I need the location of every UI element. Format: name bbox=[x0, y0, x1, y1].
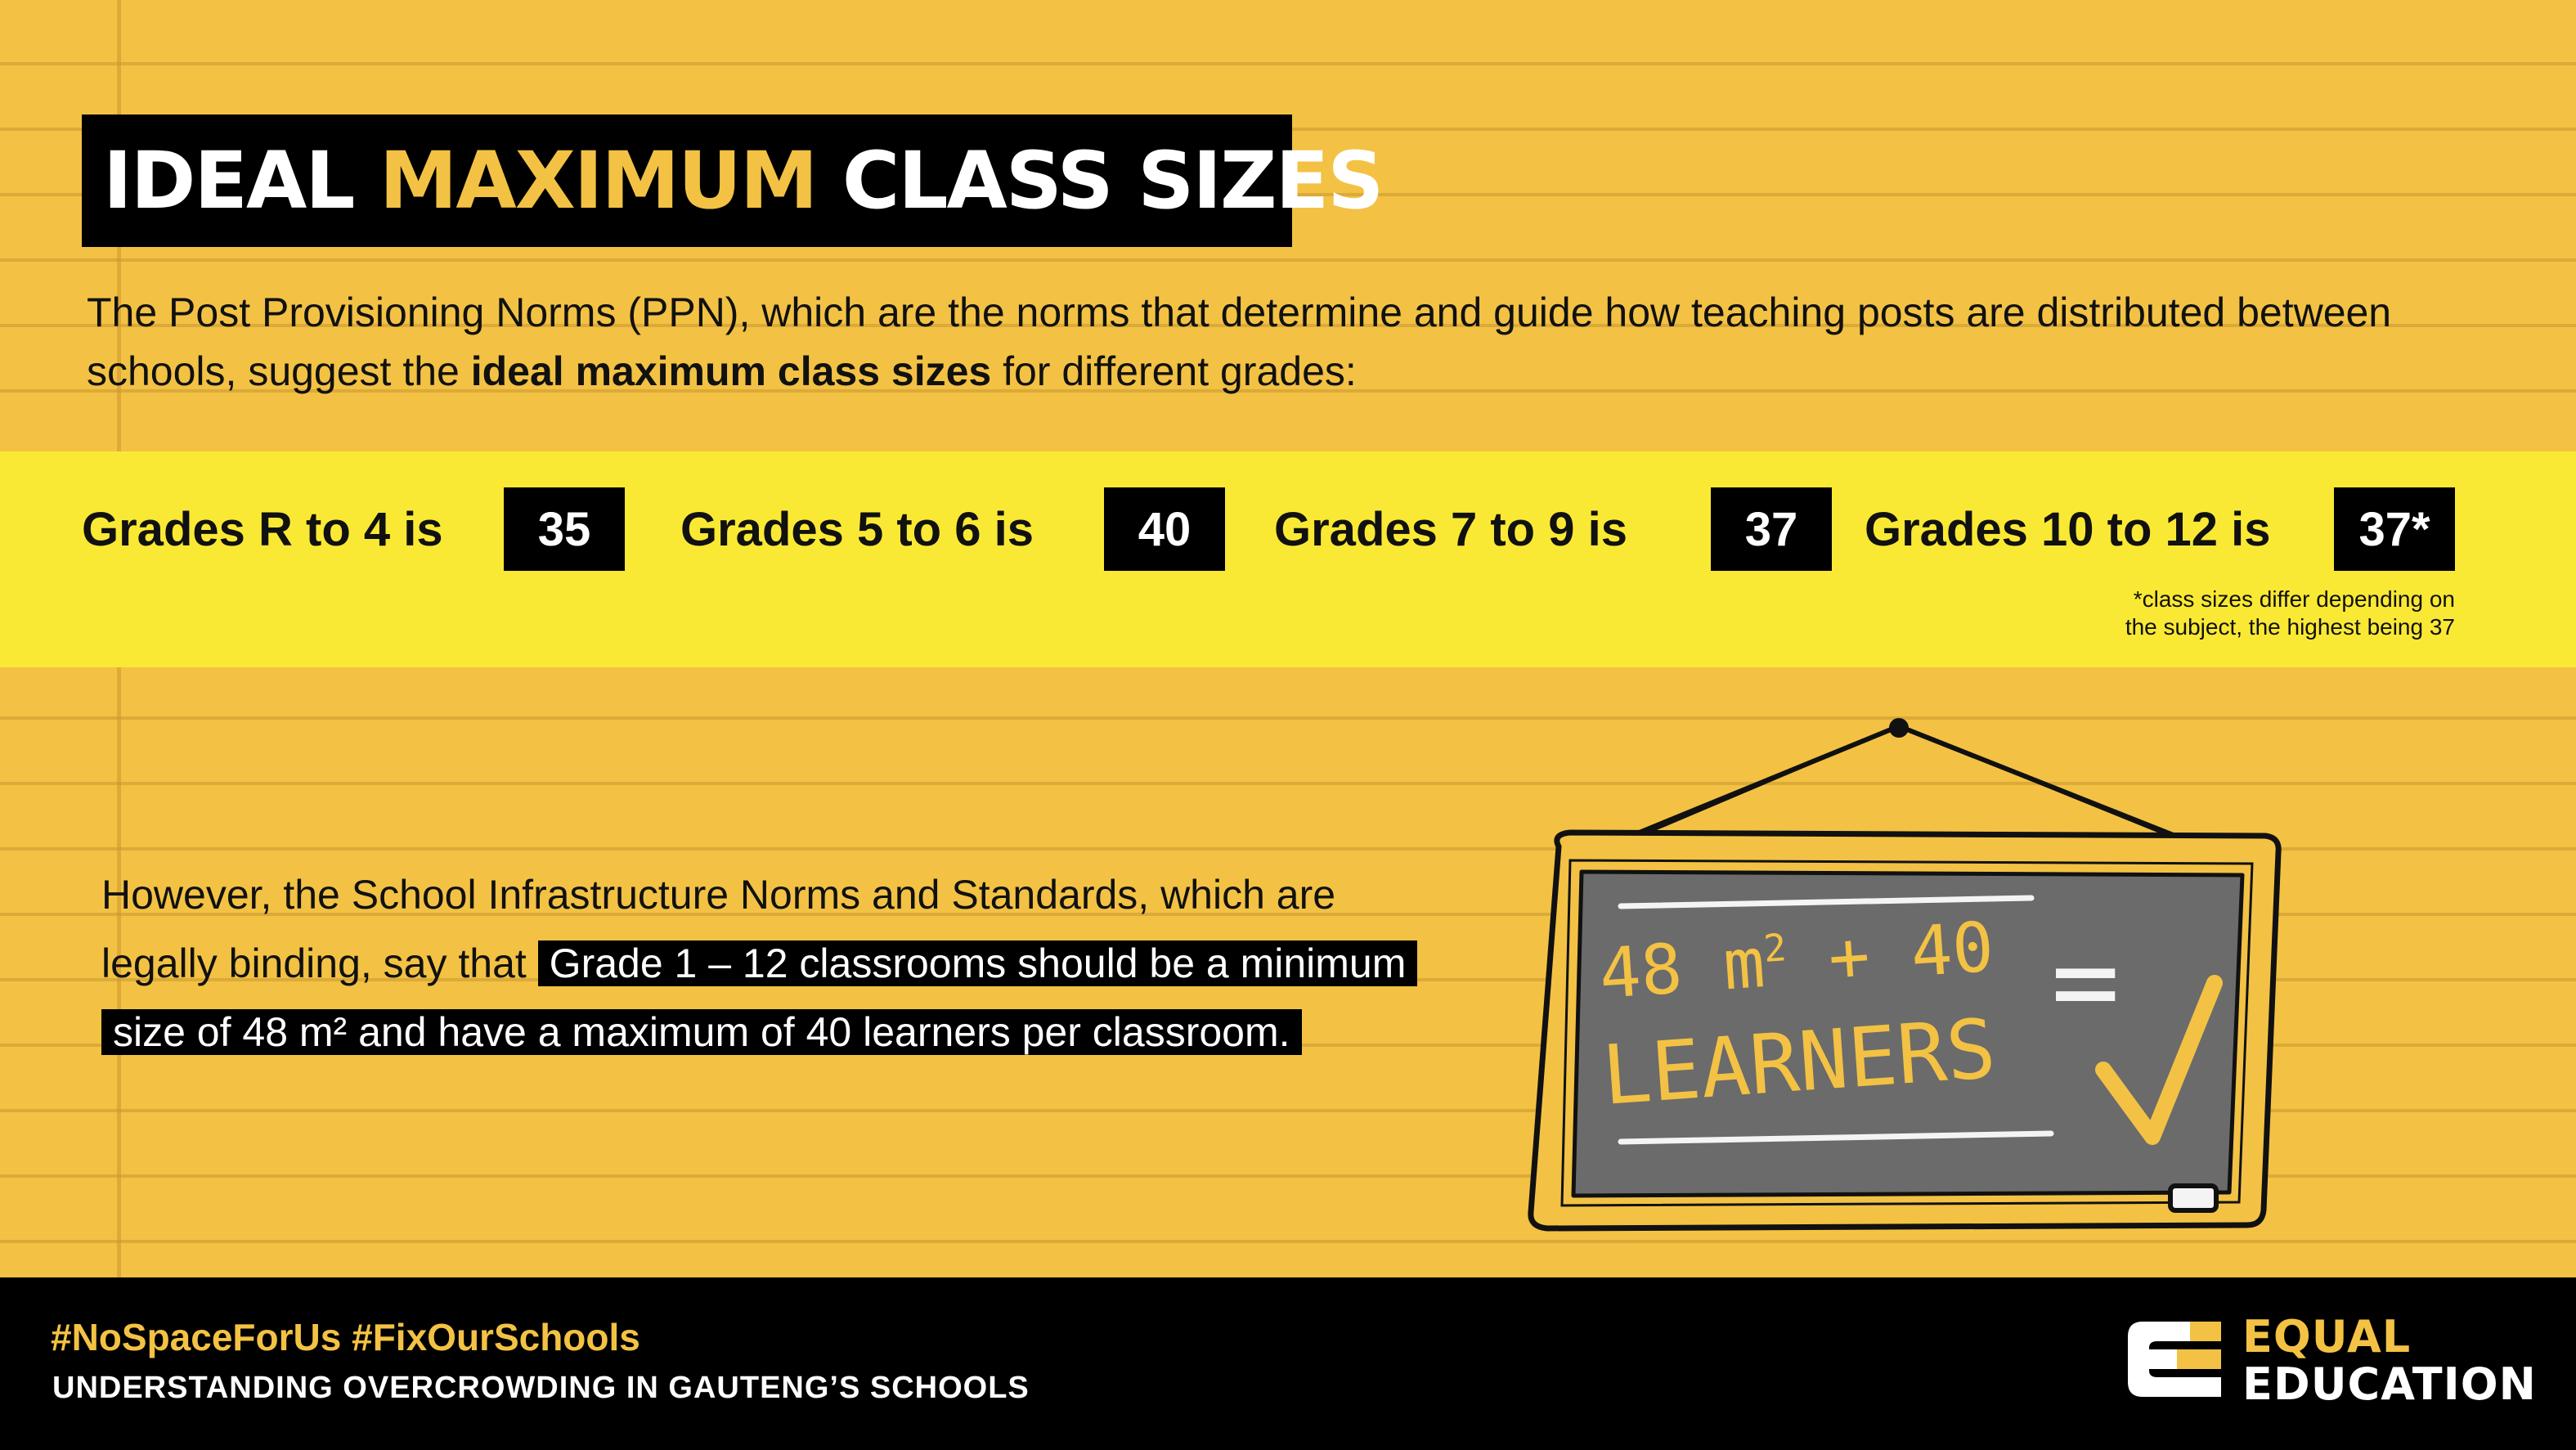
page-title: IDEAL MAXIMUM CLASS SIZES bbox=[103, 135, 1383, 227]
grade-value-7-9: 37 bbox=[1711, 487, 1832, 571]
chalkboard-illustration bbox=[1513, 712, 2290, 1243]
intro-paragraph: The Post Provisioning Norms (PPN), which are the norms that determine and guide how teaching posts are distributed between schools, suggest the ideal maximum class sizes for different grades: bbox=[87, 290, 2392, 394]
title-banner bbox=[82, 114, 1383, 247]
chalk-equals: = bbox=[2051, 915, 2120, 1048]
brand-wordmark: EQUAL EDUCATION bbox=[2242, 1311, 2537, 1410]
grade-value-r-4: 35 bbox=[504, 487, 625, 571]
chalk-line-2: LEARNERS bbox=[1599, 1000, 1999, 1124]
grade-value-10-12: 37* bbox=[2334, 487, 2455, 571]
intro-bold-phrase: ideal maximum class sizes bbox=[470, 348, 992, 394]
equal-education-logo-icon bbox=[2125, 1318, 2231, 1400]
chalk-line-1: 48 $m^2 + 40$ bbox=[1596, 906, 1997, 1014]
hanging-string bbox=[1621, 718, 2185, 844]
infrastructure-paragraph: However, the School Infrastructure Norms and Standards, which are legally binding, say that Grade 1 – 12 classrooms should be a minimum size of 48 m² and have a maximum of 40 learners per classroom. bbox=[101, 860, 1443, 1066]
grade-label-r-4: Grades R to 4 is bbox=[82, 503, 443, 556]
infrastructure-highlight: Grade 1 – 12 classrooms should be a minimum size of 48 m² and have a maximum of 40 learners per classroom. bbox=[101, 940, 1417, 1055]
grade-label-7-9: Grades 7 to 9 is bbox=[1274, 503, 1627, 556]
grade-label-10-12: Grades 10 to 12 is bbox=[1865, 503, 2271, 556]
chalk-eraser bbox=[2170, 1186, 2216, 1210]
footnote: *class sizes differ depending on the subject, the highest being 37 bbox=[2125, 586, 2455, 640]
footer-subtitle: UNDERSTANDING OVERCROWDING IN GAUTENG’S SCHOOLS bbox=[52, 1371, 1030, 1405]
grade-label-5-6: Grades 5 to 6 is bbox=[680, 503, 1034, 556]
footer-hashtags: #NoSpaceForUs #FixOurSchools bbox=[51, 1316, 640, 1358]
grade-value-5-6: 40 bbox=[1104, 487, 1225, 571]
